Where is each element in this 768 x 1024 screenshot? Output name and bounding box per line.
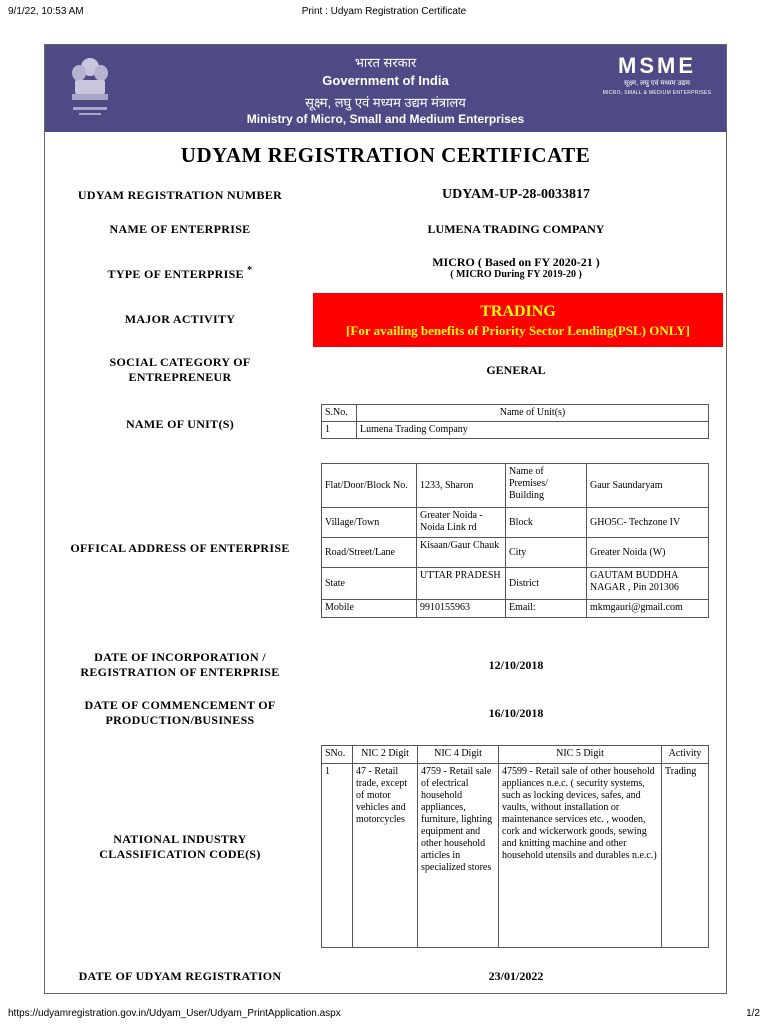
state-value: UTTAR PRADESH — [417, 568, 506, 600]
enterprise-type-value: MICRO ( Based on FY 2020-21 ) — [432, 255, 600, 269]
msme-logo-english: MICRO, SMALL & MEDIUM ENTERPRISES — [602, 90, 712, 96]
nic-cell-2digit: 47 - Retail trade, except of motor vehicles and motorcycles — [353, 764, 418, 948]
flat-label: Flat/Door/Block No. — [322, 464, 417, 508]
commencement-value: 16/10/2018 — [488, 706, 544, 720]
ministry-text: Ministry of Micro, Small and Medium Enterprises — [246, 112, 525, 126]
nic-label-line2: CLASSIFICATION CODE(S) — [99, 847, 261, 861]
nic-table — [321, 745, 709, 948]
nic-header-5digit: NIC 5 Digit — [499, 746, 662, 764]
hindi-government-text: भारत सरकार — [354, 55, 417, 70]
nic-header-sno: SNo. — [322, 746, 353, 764]
units-label: NAME OF UNIT(S) — [125, 417, 235, 431]
enterprise-name-label: NAME OF ENTERPRISE — [109, 222, 251, 236]
address-label: OFFICAL ADDRESS OF ENTERPRISE — [70, 541, 290, 555]
enterprise-type-label-text: TYPE OF ENTERPRISE — [107, 267, 244, 281]
nic-header-2digit: NIC 2 Digit — [353, 746, 418, 764]
commencement-label — [57, 698, 303, 728]
social-category-value: GENERAL — [486, 363, 546, 377]
city-value: Greater Noida (W) — [587, 538, 709, 568]
udyam-date-label: DATE OF UDYAM REGISTRATION — [78, 969, 282, 983]
email-value: mkmgauri@gmail.com — [587, 600, 709, 618]
premises-label: Name of Premises/ Building — [506, 464, 587, 508]
commencement-label-line2: PRODUCTION/BUSINESS — [105, 713, 255, 727]
village-value: Greater Noida - Noida Link rd — [417, 508, 506, 538]
certificate-title: UDYAM REGISTRATION CERTIFICATE — [180, 143, 591, 167]
activity-box — [313, 293, 723, 347]
premises-value: Gaur Saundaryam — [587, 464, 709, 508]
units-table — [321, 404, 709, 439]
email-label: Email: — [506, 600, 587, 618]
city-label: City — [506, 538, 587, 568]
hindi-ministry-text: सूक्ष्म, लघु एवं मध्यम उद्यम मंत्रालय — [305, 95, 466, 110]
print-footer — [0, 1004, 768, 1024]
road-label: Road/Street/Lane — [322, 538, 417, 568]
district-label: District — [506, 568, 587, 600]
msme-logo — [602, 53, 712, 103]
nic-cell-5digit: 47599 - Retail sale of other household appliances n.e.c. ( security systems, such as locking devices, safes, and vaults, without installation or maintenance services etc. , wooden, cork and wickerwork goods, sewing and knitting machine and other household utensils and durables n.e.c.) — [499, 764, 662, 948]
mobile-label: Mobile — [322, 600, 417, 618]
district-value: GAUTAM BUDDHA NAGAR , Pin 201306 — [587, 568, 709, 600]
enterprise-type-label — [57, 263, 303, 282]
village-label: Village/Town — [322, 508, 417, 538]
print-header — [0, 0, 768, 22]
enterprise-type-sub: ( MICRO During FY 2019-20 ) — [450, 269, 582, 280]
incorporation-label — [57, 650, 303, 680]
activity-value: TRADING — [480, 303, 556, 320]
flat-value: 1233, Sharon — [417, 464, 506, 508]
print-title: Print : Udyam Registration Certificate — [301, 6, 467, 17]
units-header-name: Name of Unit(s) — [357, 405, 709, 422]
social-category-label — [57, 355, 303, 385]
udyam-date-value: 23/01/2022 — [488, 969, 544, 983]
social-label-line2: ENTREPRENEUR — [128, 370, 232, 384]
units-header-sno: S.No. — [322, 405, 357, 422]
reg-number-label: UDYAM REGISTRATION NUMBER — [77, 188, 283, 202]
page-number: 1/2 — [746, 1008, 760, 1019]
print-datetime: 9/1/22, 10:53 AM — [8, 6, 84, 17]
social-label-line1: SOCIAL CATEGORY OF — [109, 355, 251, 369]
incorporation-label-line2: REGISTRATION OF ENTERPRISE — [80, 665, 280, 679]
activity-note: [For availing benefits of Priority Sector Lending(PSL) ONLY] — [346, 323, 690, 338]
units-cell-name: Lumena Trading Company — [357, 422, 709, 439]
commencement-label-line1: DATE OF COMMENCEMENT OF — [84, 698, 276, 712]
road-value: Kisaan/Gaur Chauk — [417, 538, 506, 568]
nic-cell-sno: 1 — [322, 764, 353, 948]
state-label: State — [322, 568, 417, 600]
address-table — [321, 463, 709, 618]
block-label: Block — [506, 508, 587, 538]
reg-number-value: UDYAM-UP-28-0033817 — [441, 187, 591, 202]
units-cell-sno: 1 — [322, 422, 357, 439]
certificate — [44, 44, 727, 994]
block-value: GHO5C- Techzone IV — [587, 508, 709, 538]
asterisk: * — [247, 265, 253, 276]
nic-header-4digit: NIC 4 Digit — [418, 746, 499, 764]
government-banner — [45, 45, 726, 132]
msme-logo-text: MSME — [618, 53, 696, 78]
nic-header-activity: Activity — [662, 746, 709, 764]
incorporation-label-line1: DATE OF INCORPORATION / — [94, 650, 266, 664]
nic-cell-activity: Trading — [662, 764, 709, 948]
enterprise-name-value: LUMENA TRADING COMPANY — [427, 222, 605, 236]
msme-logo-hindi: सूक्ष्म, लघु एवं मध्यम उद्यम — [624, 80, 690, 87]
print-url: https://udyamregistration.gov.in/Udyam_User/Udyam_PrintApplication.aspx — [8, 1008, 341, 1019]
nic-label — [57, 832, 303, 862]
nic-label-line1: NATIONAL INDUSTRY — [113, 832, 247, 846]
nic-cell-4digit: 4759 - Retail sale of electrical household appliances, furniture, lighting equipment and other household articles in specialized stores — [418, 764, 499, 948]
activity-label: MAJOR ACTIVITY — [124, 312, 236, 326]
mobile-value: 9910155963 — [417, 600, 506, 618]
government-of-india-text: Government of India — [322, 73, 449, 88]
incorporation-value: 12/10/2018 — [488, 658, 544, 672]
